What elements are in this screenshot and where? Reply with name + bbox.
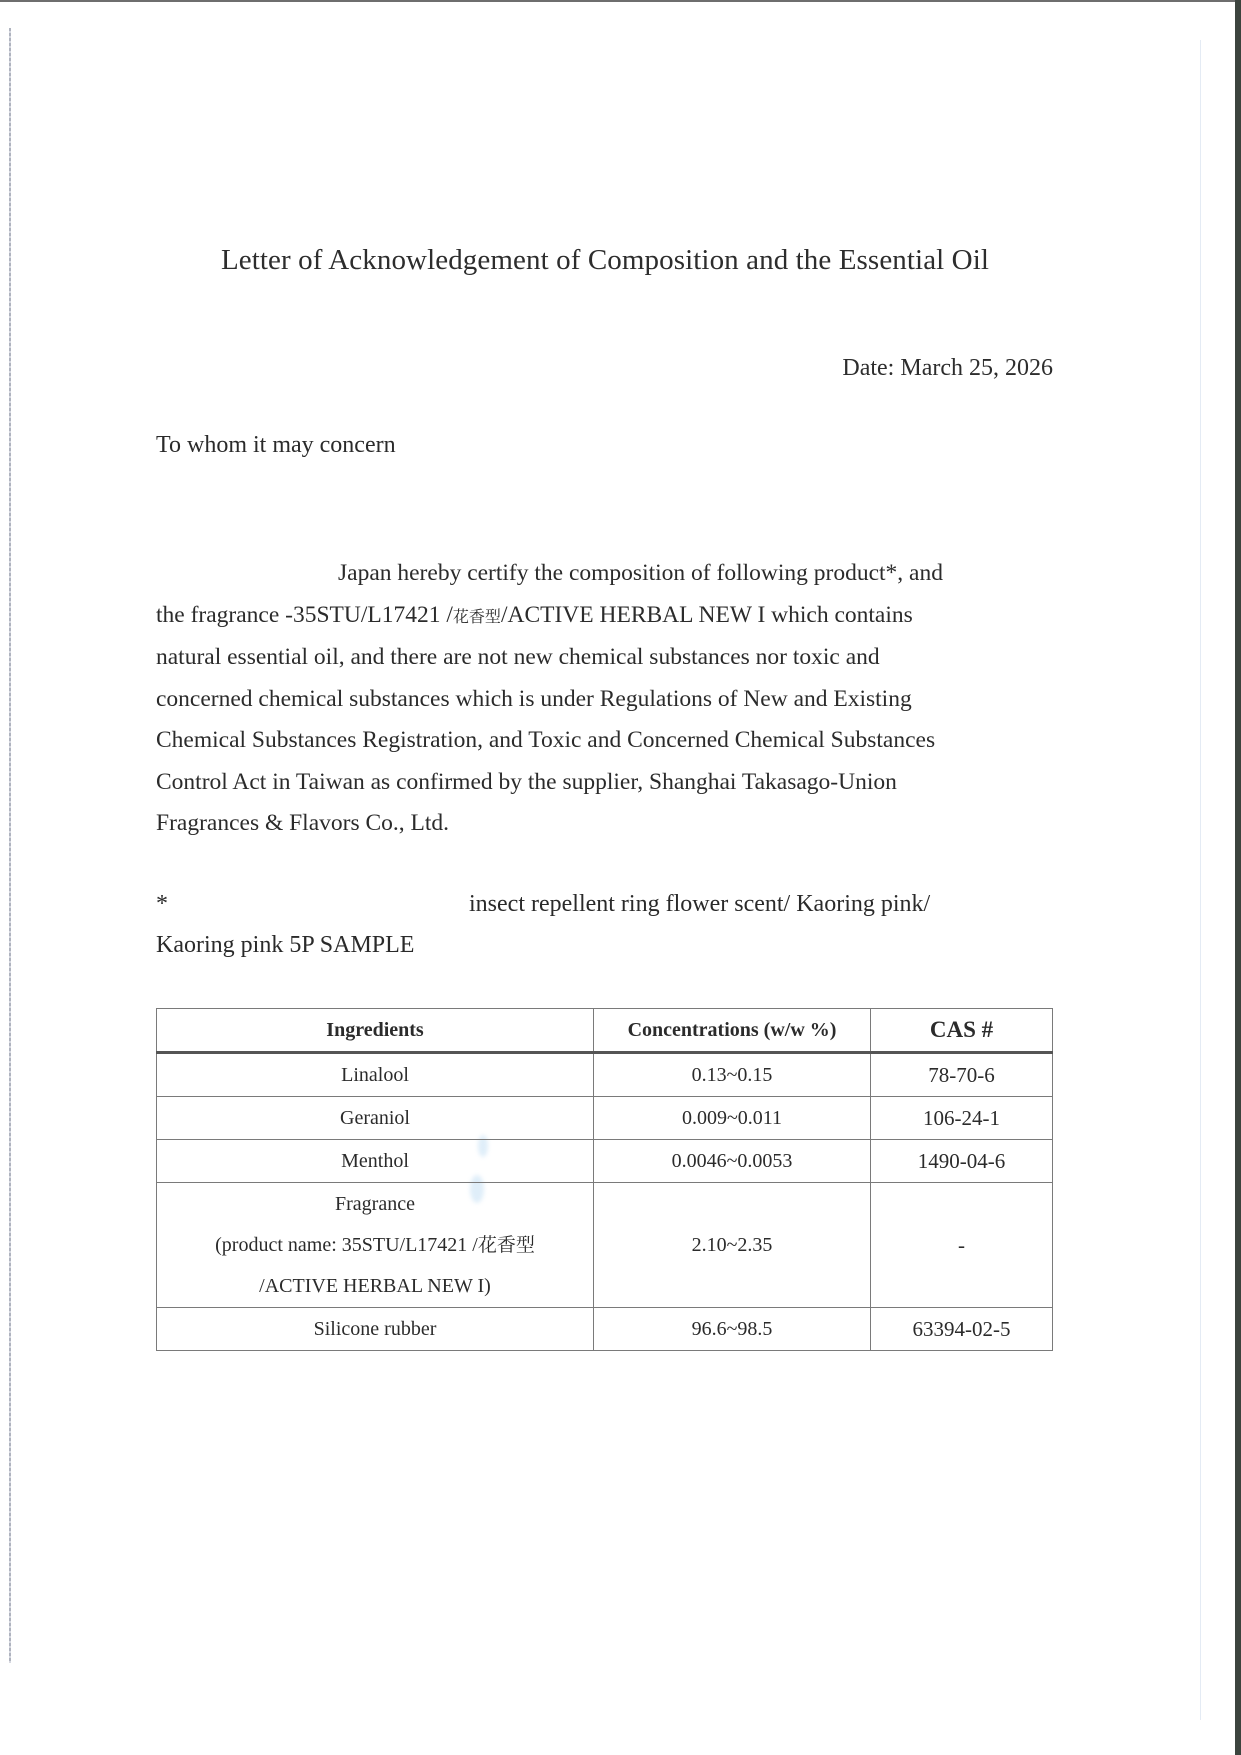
body-line: natural essential oil, and there are not new chemical substances nor toxic and [156, 644, 880, 670]
table-row [157, 1308, 1053, 1351]
body-line: Control Act in Taiwan as confirmed by the supplier, Shanghai Takasago-Union [156, 768, 897, 795]
cell-ingredient: Silicone rubber [157, 1308, 594, 1351]
composition-table-wrapper [156, 1008, 1053, 1351]
scan-edge-top [0, 0, 1241, 2]
footnote [156, 884, 1056, 966]
table-row [157, 1140, 1053, 1183]
cell-concentration: 0.009~0.011 [594, 1097, 871, 1140]
date-line [842, 355, 1053, 382]
salutation: To whom it may concern [156, 432, 396, 458]
date-label: Date: [842, 355, 895, 381]
cell-concentration: 0.0046~0.0053 [594, 1140, 871, 1183]
cjk-text: 花香型 [477, 1233, 535, 1256]
cell-ingredient: Linalool [157, 1053, 594, 1097]
cell-cas: 106-24-1 [871, 1097, 1053, 1140]
date-value: March 25, 2026 [900, 355, 1053, 381]
footnote-marker: * [156, 891, 168, 917]
table-row [157, 1097, 1053, 1140]
body-line: the fragrance -35STU/L17421 /花香型/ACTIVE HERBAL NEW I which contains [156, 601, 913, 628]
table-row [157, 1183, 1053, 1308]
scan-edge-right [1235, 0, 1241, 1755]
footnote-line: Kaoring pink 5P SAMPLE [156, 932, 415, 958]
scan-line-faint [1200, 40, 1201, 1720]
cell-cas: 78-70-6 [871, 1053, 1053, 1097]
cell-cas: - [871, 1183, 1053, 1308]
cell-ingredient: Menthol [157, 1140, 594, 1183]
table-row [157, 1053, 1053, 1097]
cell-cas: 63394-02-5 [871, 1308, 1053, 1351]
cell-concentration: 96.6~98.5 [594, 1308, 871, 1351]
page-title: Letter of Acknowledgement of Composition and the Essential Oil [220, 244, 990, 276]
cell-concentration: 2.10~2.35 [594, 1183, 871, 1308]
cjk-text: 花香型 [452, 606, 501, 626]
header-cas: CAS # [871, 1009, 1053, 1053]
header-concentration: Concentrations (w/w %) [594, 1009, 871, 1053]
table-header-row [157, 1009, 1053, 1053]
header-ingredients: Ingredients [157, 1009, 594, 1053]
body-line: Chemical Substances Registration, and Toxic and Concerned Chemical Substances [156, 727, 936, 753]
body-line: Fragrances & Flavors Co., Ltd. [156, 810, 450, 836]
body-line: concerned chemical substances which is under Regulations of New and Existing [156, 685, 912, 712]
cell-cas: 1490-04-6 [871, 1140, 1053, 1183]
body-paragraph [156, 553, 1056, 845]
cell-ingredient: Fragrance (product name: 35STU/L17421 /花香型 /ACTIVE HERBAL NEW I) [157, 1183, 594, 1308]
body-line: Japan hereby certify the composition of following product*, and [338, 560, 943, 586]
cell-ingredient: Geraniol [157, 1097, 594, 1140]
footnote-line: * insect repellent ring flower scent/ Kaoring pink/ [156, 884, 1056, 925]
cell-concentration: 0.13~0.15 [594, 1053, 871, 1097]
composition-table [156, 1008, 1053, 1351]
